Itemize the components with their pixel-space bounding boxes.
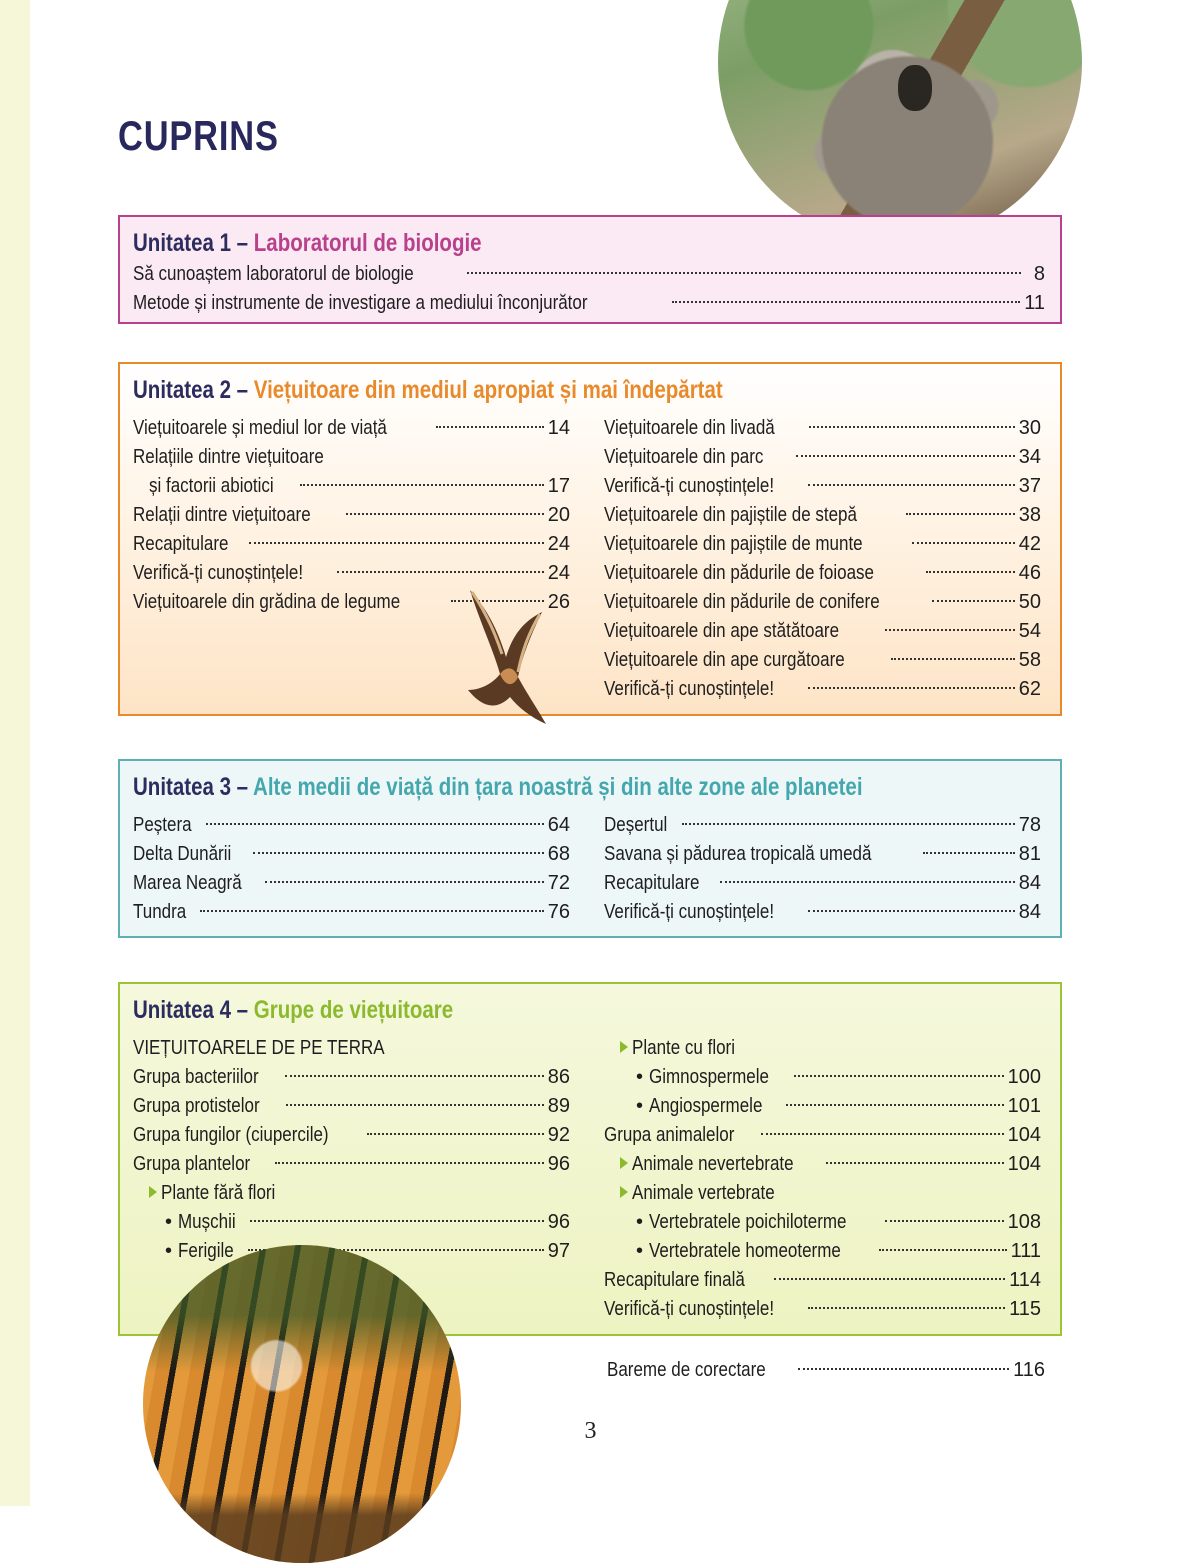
toc-entry-page: 42 bbox=[1018, 533, 1041, 555]
toc-entry-page: 38 bbox=[1018, 504, 1041, 526]
dot-bullet-icon: • bbox=[636, 1240, 644, 1262]
page-number: 3 bbox=[584, 1418, 597, 1444]
toc-entry-page: 34 bbox=[1018, 446, 1041, 468]
toc-entry[interactable] bbox=[604, 472, 1041, 501]
toc-entry-title: Relațiile dintre viețuitoare bbox=[133, 446, 324, 468]
toc-entry[interactable] bbox=[604, 675, 1041, 704]
toc-entry[interactable] bbox=[133, 1208, 570, 1237]
leader-dots bbox=[346, 513, 544, 515]
toc-entry-title: Viețuitoarele din ape stătătoare bbox=[604, 620, 840, 642]
toc-entry-page: 14 bbox=[547, 417, 570, 439]
toc-entry-page: 58 bbox=[1018, 649, 1041, 671]
toc-entry[interactable] bbox=[133, 530, 570, 559]
leader-dots bbox=[809, 426, 1015, 428]
unit-3-right-entries bbox=[604, 811, 1041, 927]
leader-dots bbox=[300, 484, 544, 486]
toc-entry-title: Animale nevertebrate bbox=[632, 1153, 794, 1175]
toc-entry-title: Viețuitoarele din ape curgătoare bbox=[604, 649, 845, 671]
toc-entry[interactable] bbox=[604, 1266, 1041, 1295]
toc-entry-title: Viețuitoarele din grădina de legume bbox=[133, 591, 401, 613]
toc-entry-title: Viețuitoarele și mediul lor de viață bbox=[133, 417, 387, 439]
toc-entry[interactable] bbox=[133, 869, 570, 898]
toc-entry[interactable] bbox=[604, 1121, 1041, 1150]
toc-entry[interactable] bbox=[604, 811, 1041, 840]
triangle-bullet-icon bbox=[620, 1157, 628, 1169]
toc-entry-page: 96 bbox=[547, 1211, 570, 1233]
toc-entry-page: 76 bbox=[547, 901, 570, 923]
unit-2-box bbox=[118, 362, 1062, 716]
unit-2-title bbox=[133, 376, 723, 405]
toc-entry[interactable] bbox=[133, 289, 1045, 318]
toc-entry-title: Viețuitoarele din livadă bbox=[604, 417, 775, 439]
toc-entry-page: 116 bbox=[1013, 1359, 1045, 1381]
dot-bullet-icon: • bbox=[636, 1066, 644, 1088]
leader-dots bbox=[786, 1104, 1003, 1106]
toc-entry-title: și factorii abiotici bbox=[149, 475, 274, 497]
leader-dots bbox=[798, 1368, 1009, 1370]
toc-entry-title: Verifică-ți cunoștințele! bbox=[604, 901, 775, 923]
unit-4-title bbox=[133, 996, 453, 1025]
toc-entry-title: Plante fără flori bbox=[161, 1182, 276, 1204]
leader-dots bbox=[200, 910, 544, 912]
toc-entry[interactable] bbox=[604, 646, 1041, 675]
toc-entry-title: Mușchii bbox=[178, 1211, 236, 1233]
toc-entry[interactable] bbox=[604, 898, 1041, 927]
toc-entry-page: 92 bbox=[547, 1124, 570, 1146]
leader-dots bbox=[253, 852, 544, 854]
toc-entry-page: 26 bbox=[547, 591, 570, 613]
leader-dots bbox=[285, 1075, 544, 1077]
toc-entry-title: Grupa animalelor bbox=[604, 1124, 735, 1146]
toc-entry-title: Viețuitoarele din pajiștile de munte bbox=[604, 533, 863, 555]
toc-entry-title: Relații dintre viețuitoare bbox=[133, 504, 311, 526]
toc-entry-title: Grupa fungilor (ciupercile) bbox=[133, 1124, 329, 1146]
toc-entry[interactable] bbox=[604, 530, 1041, 559]
toc-entry-title: Viețuitoarele din parc bbox=[604, 446, 764, 468]
toc-entry-title: Gimnospermele bbox=[649, 1066, 770, 1088]
toc-entry-title: Tundra bbox=[133, 901, 187, 923]
toc-entry-page: 101 bbox=[1007, 1095, 1041, 1117]
toc-entry-page: 100 bbox=[1007, 1066, 1041, 1088]
toc-entry-title: Peștera bbox=[133, 814, 192, 836]
toc-entry-title: Verifică-ți cunoștințele! bbox=[604, 475, 775, 497]
leader-dots bbox=[206, 823, 544, 825]
toc-entry-title: Metode și instrumente de investigare a mediului înconjurător bbox=[133, 292, 588, 314]
leader-dots bbox=[367, 1133, 544, 1135]
toc-entry[interactable] bbox=[133, 1092, 570, 1121]
unit-3-left-entries bbox=[133, 811, 570, 927]
unit-4-left-entries bbox=[133, 1034, 570, 1266]
toc-entry-page: 78 bbox=[1018, 814, 1041, 836]
toc-entry[interactable] bbox=[604, 869, 1041, 898]
toc-entry[interactable] bbox=[604, 617, 1041, 646]
toc-entry[interactable] bbox=[604, 1150, 1041, 1179]
leader-dots bbox=[926, 571, 1015, 573]
toc-entry-page: 115 bbox=[1009, 1298, 1041, 1320]
leader-dots bbox=[672, 301, 1021, 303]
toc-entry-page: 86 bbox=[547, 1066, 570, 1088]
dot-bullet-icon: • bbox=[636, 1211, 644, 1233]
toc-entry-page: 20 bbox=[547, 504, 570, 526]
toc-entry[interactable] bbox=[604, 1208, 1041, 1237]
page-title: CUPRINS bbox=[118, 112, 279, 159]
unit-1-name: Laboratorul de biologie bbox=[253, 229, 482, 257]
toc-entry-page: 8 bbox=[1033, 263, 1045, 285]
toc-entry-title: Grupa bacteriilor bbox=[133, 1066, 259, 1088]
toc-entry[interactable] bbox=[133, 501, 570, 530]
unit-3-label: Unitatea 3 – bbox=[133, 773, 249, 801]
toc-entry-title: Vertebratele poichiloterme bbox=[649, 1211, 847, 1233]
leader-dots bbox=[286, 1104, 544, 1106]
toc-entry-title: Viețuitoarele din pajiștile de stepă bbox=[604, 504, 857, 526]
toc-entry[interactable] bbox=[604, 840, 1041, 869]
leader-dots bbox=[808, 484, 1015, 486]
toc-entry-title: Angiospermele bbox=[649, 1095, 763, 1117]
unit-1-entries bbox=[133, 260, 1045, 318]
toc-entry-page: 81 bbox=[1018, 843, 1041, 865]
toc-entry[interactable] bbox=[604, 588, 1041, 617]
toc-entry[interactable] bbox=[133, 1179, 570, 1208]
dot-bullet-icon: • bbox=[165, 1211, 173, 1233]
toc-entry-title: Verifică-ți cunoștințele! bbox=[604, 678, 775, 700]
koala-photo bbox=[718, 0, 1082, 244]
leader-dots bbox=[808, 910, 1015, 912]
toc-entry[interactable] bbox=[604, 501, 1041, 530]
toc-entry-page: 64 bbox=[547, 814, 570, 836]
leader-dots bbox=[891, 658, 1015, 660]
toc-entry-page: 24 bbox=[547, 533, 570, 555]
toc-entry-title: Animale vertebrate bbox=[632, 1182, 775, 1204]
toc-entry-page: 104 bbox=[1007, 1124, 1041, 1146]
unit-3-name: Alte medii de viață din țara noastră și din alte zone ale planetei bbox=[253, 773, 863, 801]
leader-dots bbox=[808, 687, 1015, 689]
leader-dots bbox=[879, 1249, 1007, 1251]
toc-entry-page: 72 bbox=[547, 872, 570, 894]
toc-entry-page: 84 bbox=[1018, 872, 1041, 894]
leader-dots bbox=[906, 513, 1015, 515]
leader-dots bbox=[436, 426, 544, 428]
toc-entry[interactable] bbox=[604, 1179, 1041, 1208]
toc-entry[interactable] bbox=[604, 1063, 1041, 1092]
toc-entry-page: 97 bbox=[547, 1240, 570, 1262]
leader-dots bbox=[249, 542, 543, 544]
toc-entry-page: 108 bbox=[1007, 1211, 1041, 1233]
toc-entry-title: Să cunoaștem laboratorul de biologie bbox=[133, 263, 414, 285]
toc-entry-title: Recapitulare bbox=[133, 533, 229, 555]
toc-entry-title: Deșertul bbox=[604, 814, 668, 836]
toc-entry-page: 89 bbox=[547, 1095, 570, 1117]
toc-entry-page: 54 bbox=[1018, 620, 1041, 642]
toc-entry-title: Recapitulare bbox=[604, 872, 700, 894]
unit-4-label: Unitatea 4 – bbox=[133, 996, 249, 1024]
toc-entry-title: Plante cu flori bbox=[632, 1037, 735, 1059]
leader-dots bbox=[337, 571, 544, 573]
leader-dots bbox=[885, 1220, 1003, 1222]
koala-nose bbox=[898, 65, 932, 111]
toc-entry-title: Delta Dunării bbox=[133, 843, 232, 865]
toc-entry-title: Grupa plantelor bbox=[133, 1153, 251, 1175]
toc-entry-title: Savana și pădurea tropicală umedă bbox=[604, 843, 872, 865]
toc-entry-title: VIEȚUITOARELE DE PE TERRA bbox=[133, 1037, 385, 1059]
toc-entry-title: Marea Neagră bbox=[133, 872, 242, 894]
leader-dots bbox=[467, 272, 1021, 274]
unit-3-box bbox=[118, 759, 1062, 938]
toc-entry[interactable] bbox=[133, 811, 570, 840]
leader-dots bbox=[932, 600, 1014, 602]
leader-dots bbox=[826, 1162, 1004, 1164]
unit-2-label: Unitatea 2 – bbox=[133, 376, 249, 404]
leader-dots bbox=[720, 881, 1014, 883]
toc-entry-page: 50 bbox=[1018, 591, 1041, 613]
unit-4-name: Grupe de viețuitoare bbox=[253, 996, 454, 1024]
triangle-bullet-icon bbox=[620, 1041, 628, 1053]
unit-1-box bbox=[118, 215, 1062, 324]
leader-dots bbox=[275, 1162, 544, 1164]
toc-entry[interactable] bbox=[133, 1150, 570, 1179]
leader-dots bbox=[682, 823, 1014, 825]
dot-bullet-icon: • bbox=[636, 1095, 644, 1117]
toc-entry[interactable] bbox=[607, 1356, 1045, 1385]
toc-entry[interactable] bbox=[133, 443, 570, 472]
leader-dots bbox=[796, 455, 1015, 457]
unit-3-title bbox=[133, 773, 863, 802]
toc-entry[interactable] bbox=[133, 472, 570, 501]
toc-entry-page: 11 bbox=[1024, 292, 1045, 314]
leader-dots bbox=[265, 881, 544, 883]
page-side-strip bbox=[0, 0, 30, 1506]
leader-dots bbox=[912, 542, 1014, 544]
toc-entry-page: 111 bbox=[1010, 1240, 1041, 1262]
leader-dots bbox=[794, 1075, 1003, 1077]
toc-entry[interactable] bbox=[604, 443, 1041, 472]
toc-entry-title: Vertebratele homeoterme bbox=[649, 1240, 841, 1262]
toc-entry[interactable] bbox=[133, 1063, 570, 1092]
leader-dots bbox=[808, 1307, 1005, 1309]
toc-entry-page: 62 bbox=[1018, 678, 1041, 700]
toc-entry-title: Viețuitoarele din pădurile de conifere bbox=[604, 591, 880, 613]
toc-entry-page: 114 bbox=[1009, 1269, 1041, 1291]
unit-1-title bbox=[133, 229, 482, 258]
leader-dots bbox=[774, 1278, 1005, 1280]
leader-dots bbox=[250, 1220, 544, 1222]
toc-entry[interactable] bbox=[604, 414, 1041, 443]
toc-entry[interactable] bbox=[604, 1237, 1041, 1266]
toc-entry-page: 46 bbox=[1018, 562, 1041, 584]
toc-entry-page: 96 bbox=[547, 1153, 570, 1175]
toc-entry[interactable] bbox=[133, 1121, 570, 1150]
toc-entry-page: 17 bbox=[547, 475, 570, 497]
toc-entry-title: Grupa protistelor bbox=[133, 1095, 260, 1117]
toc-entry-title: Viețuitoarele din pădurile de foioase bbox=[604, 562, 874, 584]
toc-entry-title: Verifică-ți cunoștințele! bbox=[133, 562, 304, 584]
toc-entry-title: Recapitulare finală bbox=[604, 1269, 745, 1291]
toc-entry[interactable] bbox=[604, 1034, 1041, 1063]
answer-keys-entry[interactable] bbox=[607, 1356, 1045, 1385]
unit-4-right-entries bbox=[604, 1034, 1041, 1324]
toc-entry[interactable] bbox=[133, 260, 1045, 289]
toc-entry[interactable] bbox=[133, 898, 570, 927]
toc-entry-page: 24 bbox=[547, 562, 570, 584]
unit-2-right-entries bbox=[604, 414, 1041, 704]
unit-1-label: Unitatea 1 – bbox=[133, 229, 249, 257]
toc-entry[interactable] bbox=[604, 1295, 1041, 1324]
tiger-photo bbox=[143, 1245, 461, 1563]
toc-entry[interactable] bbox=[604, 559, 1041, 588]
toc-entry-page: 37 bbox=[1018, 475, 1041, 497]
eagle-photo bbox=[460, 582, 552, 732]
leader-dots bbox=[885, 629, 1015, 631]
toc-entry-page: 84 bbox=[1018, 901, 1041, 923]
toc-entry[interactable] bbox=[133, 840, 570, 869]
unit-2-name: Viețuitoare din mediul apropiat și mai îndepărtat bbox=[253, 376, 723, 404]
toc-entry[interactable] bbox=[604, 1092, 1041, 1121]
toc-entry-title: Bareme de corectare bbox=[607, 1359, 766, 1381]
toc-entry-page: 30 bbox=[1018, 417, 1041, 439]
triangle-bullet-icon bbox=[149, 1186, 157, 1198]
leader-dots bbox=[761, 1133, 1003, 1135]
toc-entry-page: 104 bbox=[1007, 1153, 1041, 1175]
toc-section-heading bbox=[133, 1034, 570, 1063]
toc-entry-title: Verifică-ți cunoștințele! bbox=[604, 1298, 775, 1320]
toc-entry-page: 68 bbox=[547, 843, 570, 865]
leader-dots bbox=[923, 852, 1015, 854]
toc-entry[interactable] bbox=[133, 414, 570, 443]
triangle-bullet-icon bbox=[620, 1186, 628, 1198]
